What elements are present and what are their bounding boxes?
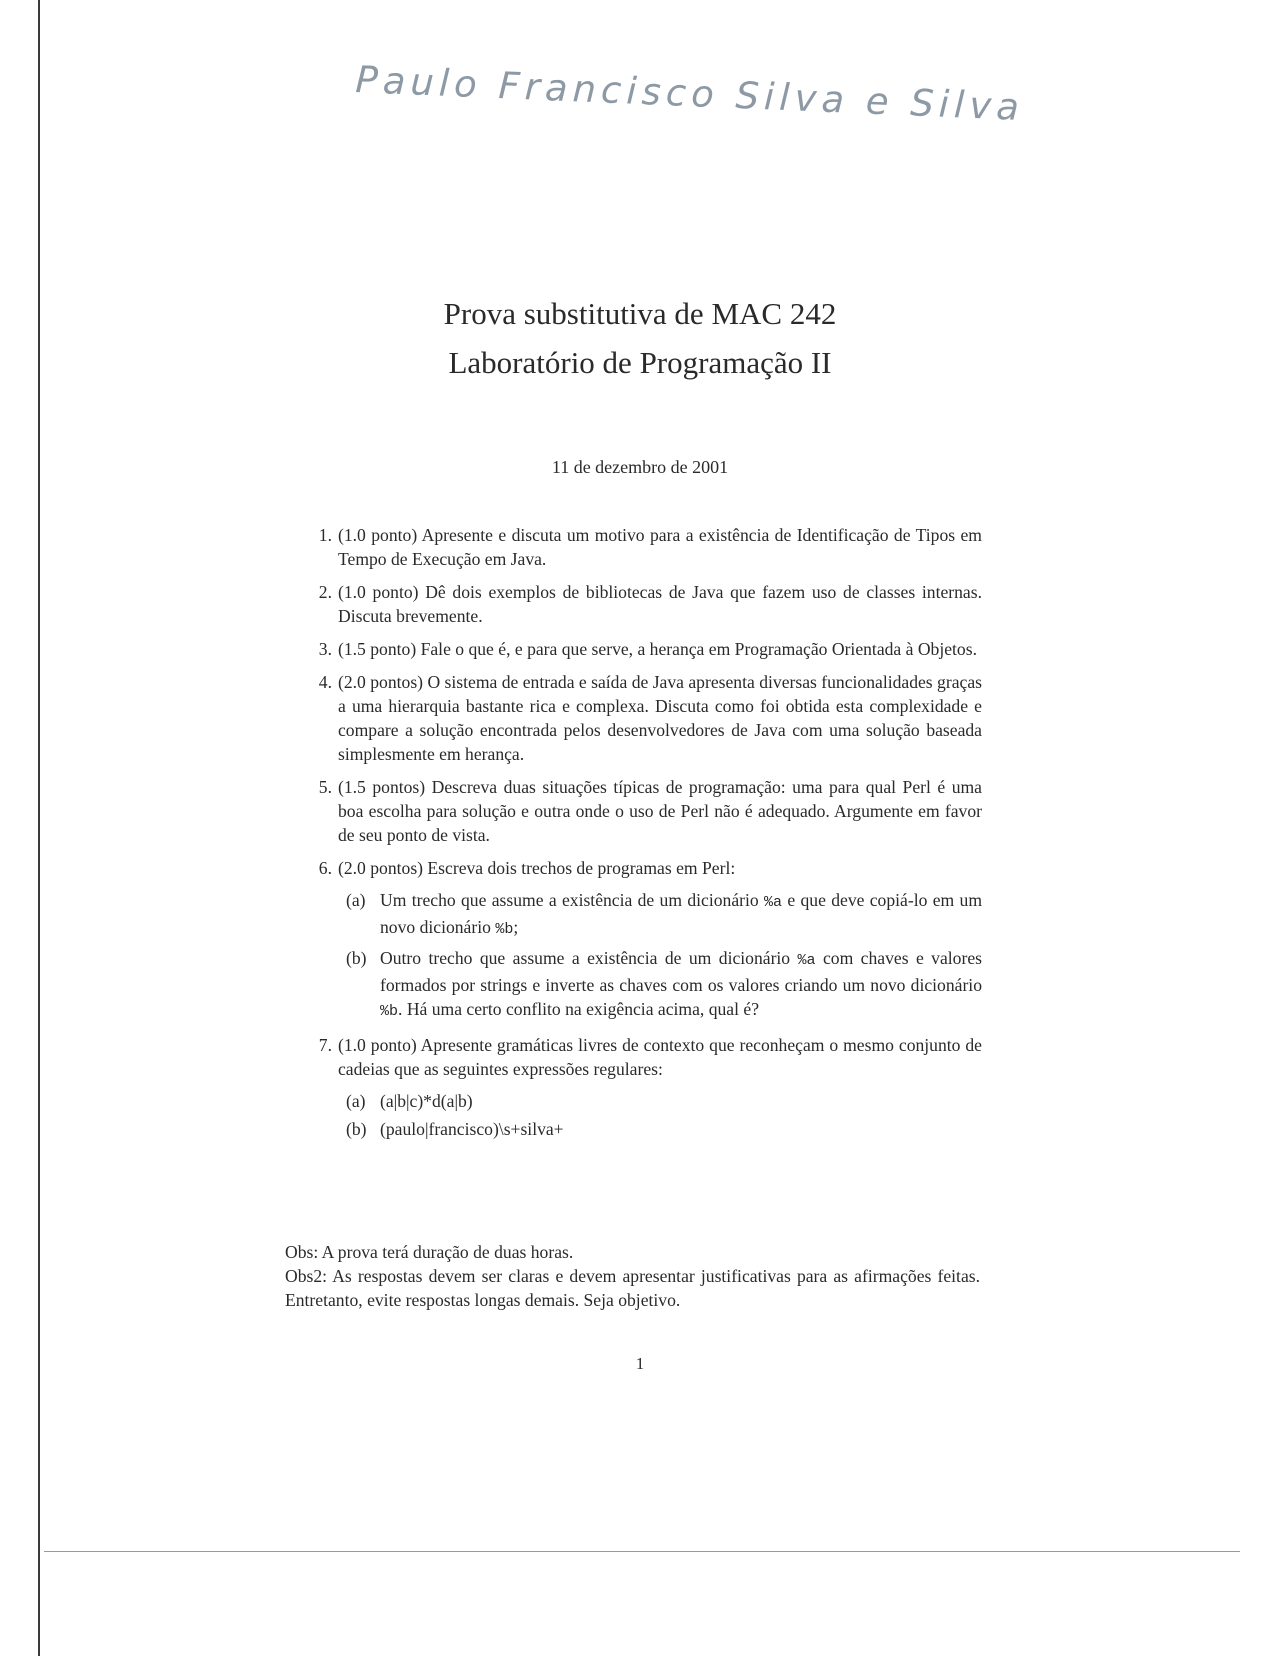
question-4 — [300, 670, 982, 766]
title-line-2: Laboratório de Programação II — [448, 345, 832, 380]
question-text: (1.5 ponto) Fale o que é, e para que serve, a herança em Programação Orientada à Objetos. — [338, 639, 977, 659]
observations — [285, 1240, 980, 1312]
scan-edge-bottom — [44, 1551, 1240, 1552]
code-hash-a: %a — [764, 894, 783, 911]
question-number: 4. — [318, 672, 332, 692]
question-1 — [300, 523, 982, 571]
subquestion-text: com chaves e valores formados por strings e inverte as chaves com os valores criando um novo dicionário — [380, 948, 982, 995]
question-2 — [300, 580, 982, 628]
question-number: 1. — [318, 525, 332, 545]
subquestion-letter: (b) — [346, 1119, 367, 1139]
question-3 — [300, 637, 982, 661]
question-text: (1.0 ponto) Apresente e discuta um motivo para a existência de Identificação de Tipos em Tempo de Execução em Java. — [338, 525, 982, 569]
subquestion-letter: (a) — [346, 890, 366, 910]
code-hash-b: %b — [380, 1003, 399, 1020]
subquestion-text: Um trecho que assume a existência de um dicionário — [380, 890, 765, 910]
subquestion-7b — [338, 1117, 982, 1141]
subquestion-letter: (b) — [346, 948, 367, 968]
question-number: 6. — [318, 858, 332, 878]
subquestion-text: ; — [513, 917, 519, 937]
question-text: (1.0 ponto) Dê dois exemplos de bibliotecas de Java que fazem uso de classes internas. Discuta brevemente. — [338, 582, 982, 626]
question-number: 5. — [318, 777, 332, 797]
obs-duration: Obs: A prova terá duração de duas horas. — [285, 1242, 574, 1262]
subquestion-6a — [338, 888, 982, 942]
obs-instructions: Obs2: As respostas devem ser claras e devem apresentar justificativas para as afirmações feitas. Entretanto, evite respostas longas demais. Seja objetivo. — [285, 1266, 980, 1310]
exam-date: 11 de dezembro de 2001 — [551, 457, 729, 477]
code-hash-a: %a — [797, 952, 816, 969]
scan-edge-left — [38, 0, 40, 1656]
handwritten-name: Paulo Francisco Silva e Silva — [354, 58, 1025, 130]
code-hash-b: %b — [495, 921, 514, 938]
page-number: 1 — [635, 1354, 645, 1373]
question-number: 3. — [318, 639, 332, 659]
question-6 — [300, 856, 982, 1024]
subquestion-text: . Há uma certo conflito na exigência acima, qual é? — [398, 999, 760, 1019]
title-line-1: Prova substitutiva de MAC 242 — [443, 296, 837, 331]
regex-expression: (paulo|francisco)\s+silva+ — [380, 1119, 564, 1139]
question-text: (2.0 pontos) Escreva dois trechos de programas em Perl: — [338, 858, 736, 878]
subquestion-list — [338, 1089, 982, 1141]
subquestion-text: Outro trecho que assume a existência de um dicionário — [380, 948, 798, 968]
subquestion-letter: (a) — [346, 1091, 366, 1111]
question-number: 2. — [318, 582, 332, 602]
question-text: (2.0 pontos) O sistema de entrada e saída de Java apresenta diversas funcionalidades graças a uma hierarquia bastante rica e complexa. Discuta como foi obtida esta complexidade e compare a solução encontrada pelos desenvolvedores de Java com uma solução baseada simplesmente em herança. — [338, 672, 982, 764]
regex-expression: (a|b|c)*d(a|b) — [380, 1091, 473, 1111]
question-list — [300, 523, 982, 1150]
subquestion-text: e que deve copiá-lo em um novo dicionário — [380, 890, 983, 937]
question-text: (1.5 pontos) Descreva duas situações típicas de programação: uma para qual Perl é uma boa escolha para solução e outra onde o uso de Perl não é adequado. Argumente em favor de seu ponto de vista. — [338, 777, 982, 845]
question-text: (1.0 ponto) Apresente gramáticas livres de contexto que reconheçam o mesmo conjunto de cadeias que as seguintes expressões regulares: — [338, 1035, 982, 1079]
question-number: 7. — [318, 1035, 332, 1055]
subquestion-6b — [338, 946, 982, 1024]
question-5 — [300, 775, 982, 847]
subquestion-list — [338, 888, 982, 1024]
subquestion-7a — [338, 1089, 982, 1113]
question-7 — [300, 1033, 982, 1141]
